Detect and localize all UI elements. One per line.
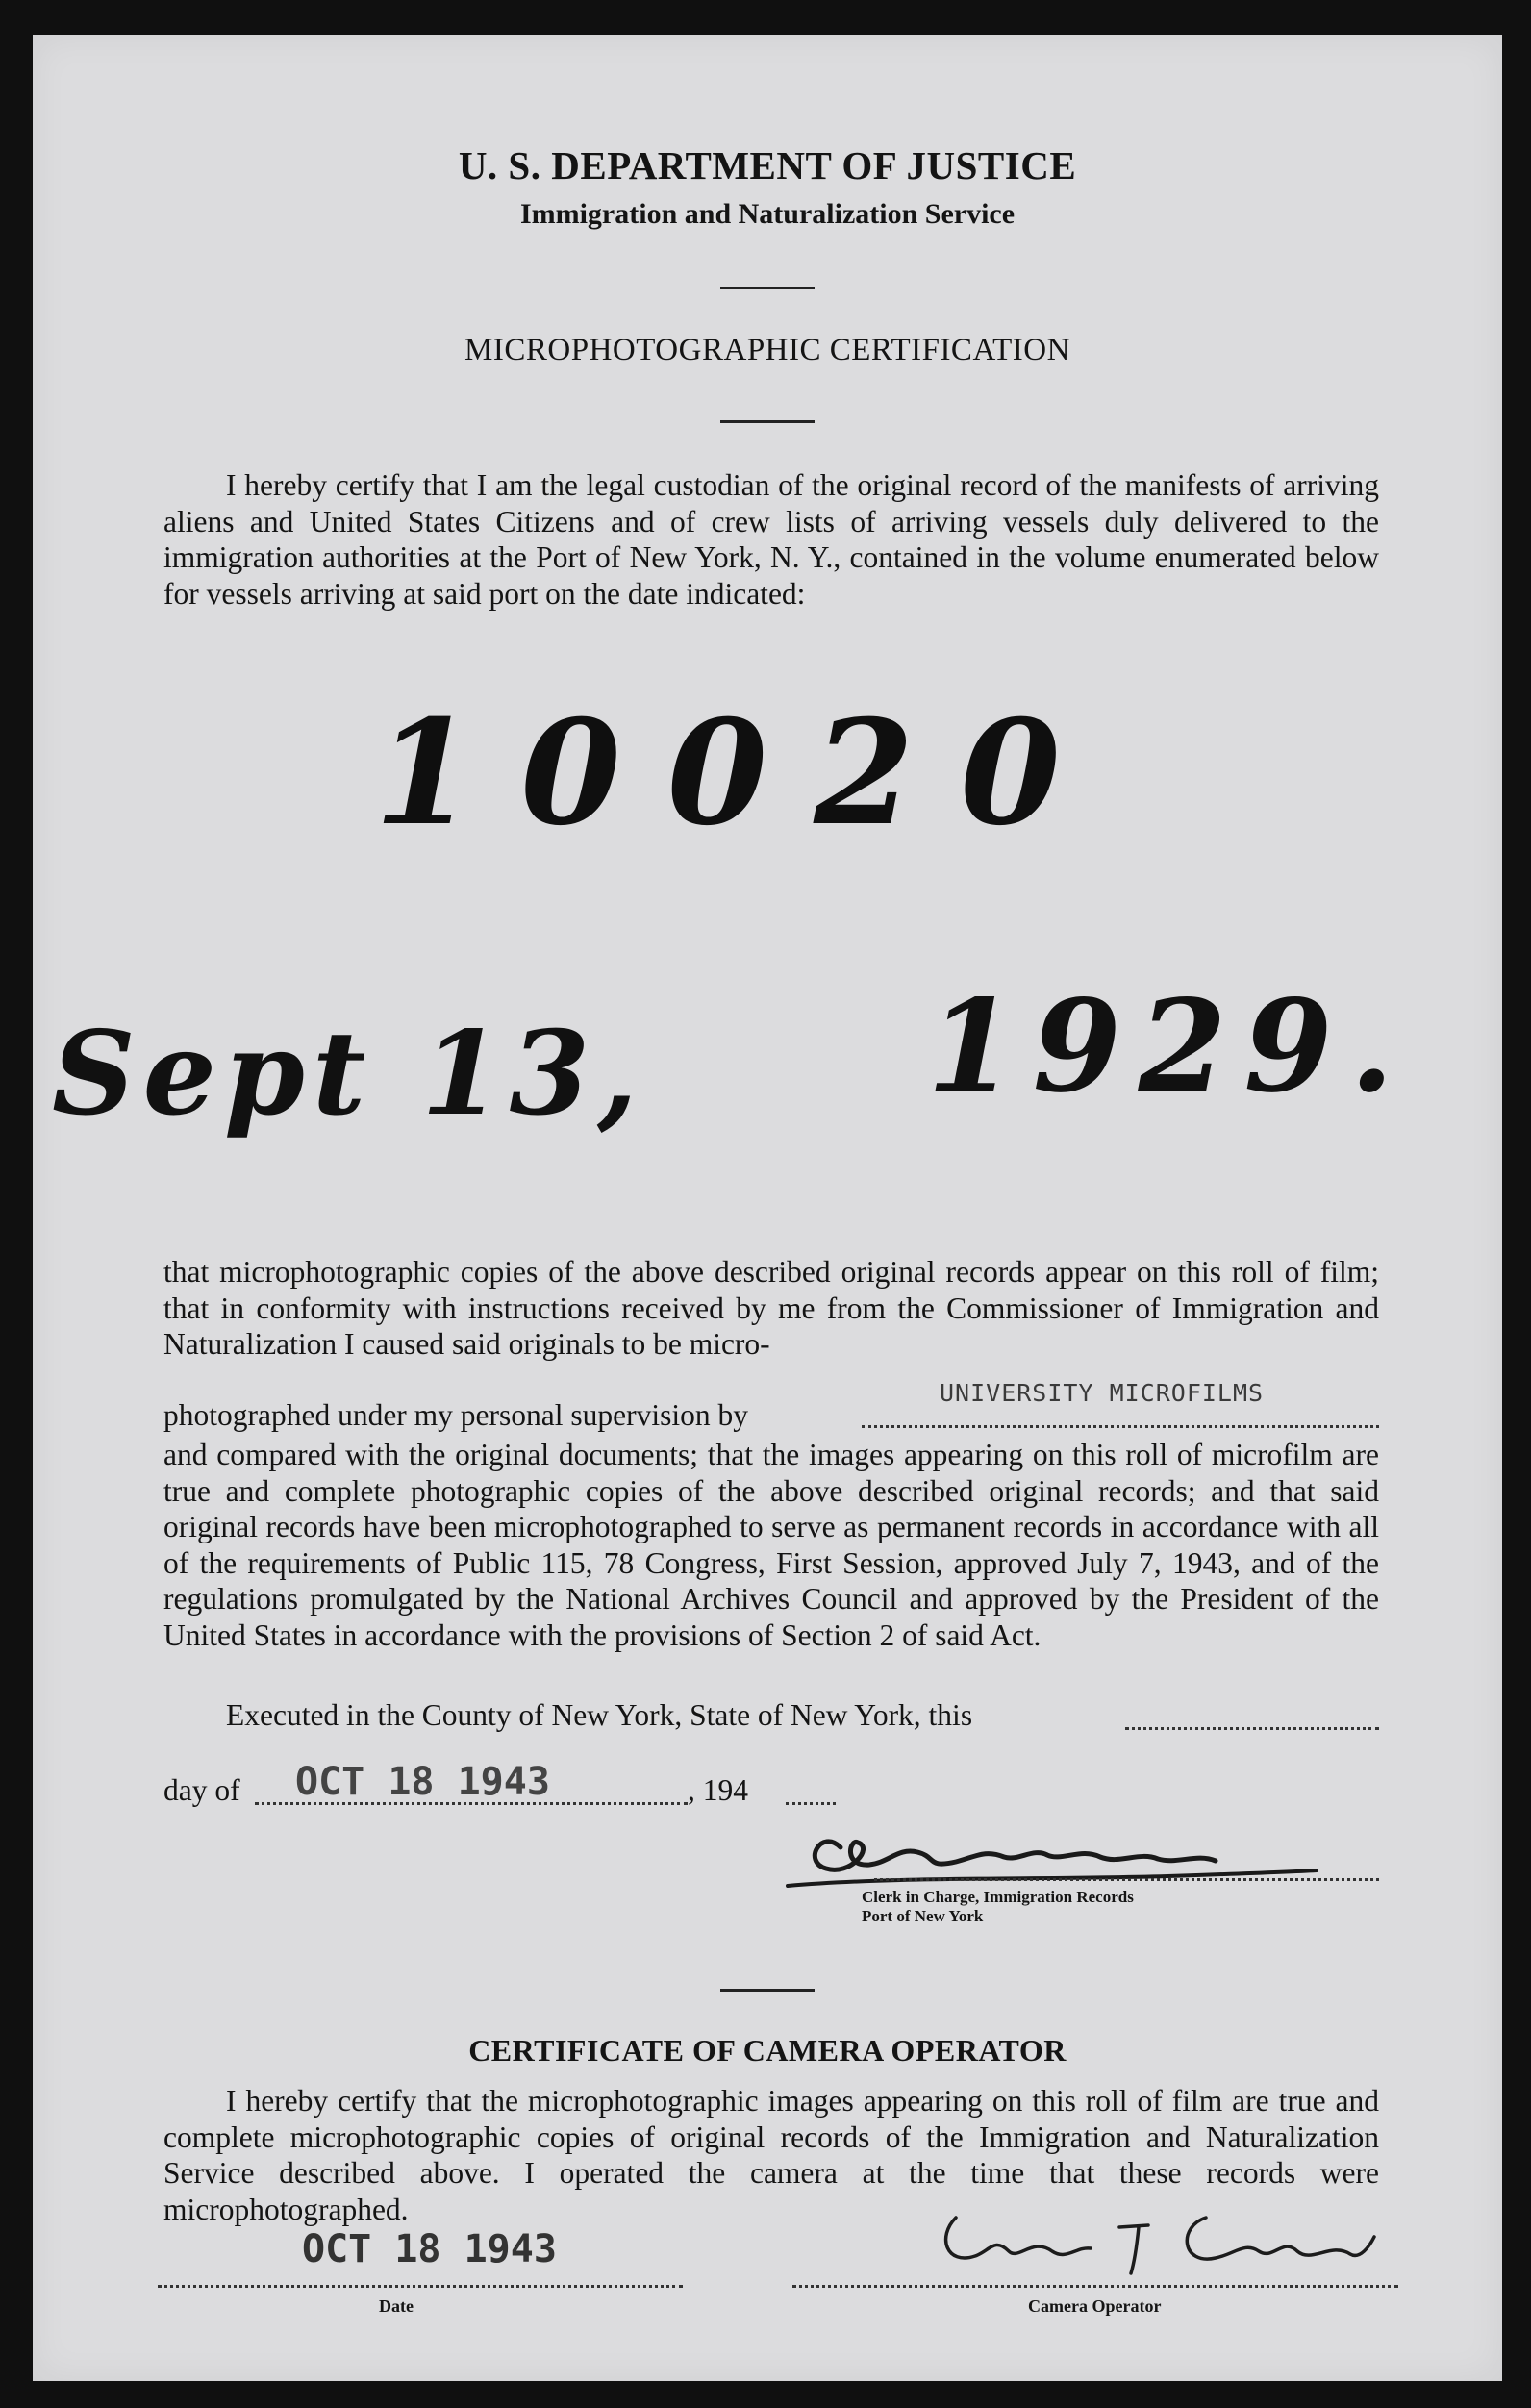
certificate-signature-row xyxy=(158,2227,1398,2343)
handwritten-volume-number: 10020 xyxy=(374,689,1107,858)
divider xyxy=(720,287,815,289)
paragraph-compliance: and compared with the original documents; that the images appearing on this roll of microfilm are true and complete photographic copies of the above described original records; and that said original records have been microphotographed to serve as permanent records in accordance with all of the requirements of Public 115, 78 Congress, First Session, approved July 7, 1943, and of the regulations promulgated by the National Archives Council and approved by the President of the United States in accordance with the provisions of Section 2 of said Act. xyxy=(163,1438,1379,1652)
handwritten-year: 1929. xyxy=(927,972,1412,1121)
date-stamp: OCT 18 1943 xyxy=(295,1760,550,1804)
date-dotted-line xyxy=(158,2285,683,2288)
paragraph-film-copies: that microphotographic copies of the above described original records appear on this roll of film; that in conformity with instructions received by me from the Commissioner of Immigration and Naturalization I caused said originals to be micro- xyxy=(163,1255,1379,1361)
supervision-line xyxy=(163,1379,1379,1437)
document-sheet xyxy=(33,35,1502,2381)
day-of-line xyxy=(163,1760,837,1823)
paragraph-custodian: I hereby certify that I am the legal custodian of the original record of the manifests of arriving aliens and United States Citizens and of crew lists of arriving vessels duly delivered to the immigration authorities at the Port of New York, N. Y., contained in the volume enumerated below for vessels arriving at said port on the date indicated: xyxy=(163,468,1379,611)
clerk-port: Port of New York xyxy=(862,1907,984,1925)
year-prefix: , 194 xyxy=(688,1773,748,1807)
camera-operator-dotted-line xyxy=(792,2285,1398,2288)
executed-text: Executed in the County of New York, State of New York, this xyxy=(226,1698,973,1732)
clerk-signature-block xyxy=(783,1809,1379,1953)
dotted-line xyxy=(786,1802,836,1805)
executed-line xyxy=(163,1698,1379,1739)
signature-dotted-line xyxy=(874,1878,1379,1881)
service-heading: Immigration and Naturalization Service xyxy=(519,198,1016,230)
typed-company-name: UNIVERSITY MICROFILMS xyxy=(940,1379,1265,1407)
date-label: Date xyxy=(379,2296,414,2316)
camera-operator-label: Camera Operator xyxy=(1028,2296,1162,2316)
camera-date-stamp: OCT 18 1943 xyxy=(302,2227,557,2271)
dotted-line xyxy=(862,1425,1379,1428)
dotted-line xyxy=(1125,1727,1379,1730)
divider xyxy=(720,1989,815,1992)
handwritten-date: Sept 13, xyxy=(52,1006,645,1141)
supervision-lead-text: photographed under my personal supervision by xyxy=(163,1398,749,1432)
clerk-signature-icon xyxy=(783,1809,1321,1900)
divider xyxy=(720,420,815,423)
certification-title: MICROPHOTOGRAPHIC CERTIFICATION xyxy=(464,333,1070,367)
camera-certificate-paragraph: I hereby certify that the microphotographic images appearing on this roll of film are true and complete microphotographic copies of original records of the Immigration and Naturalization Service described above. I operated the camera at the time that these records were microphotographed. xyxy=(163,2084,1379,2226)
day-of-label: day of xyxy=(163,1773,240,1807)
department-heading: U. S. DEPARTMENT OF JUSTICE xyxy=(458,143,1077,188)
camera-operator-signature-icon xyxy=(917,2198,1379,2285)
camera-certificate-title: CERTIFICATE OF CAMERA OPERATOR xyxy=(468,2033,1067,2068)
clerk-title: Clerk in Charge, Immigration Records xyxy=(862,1888,1134,1906)
